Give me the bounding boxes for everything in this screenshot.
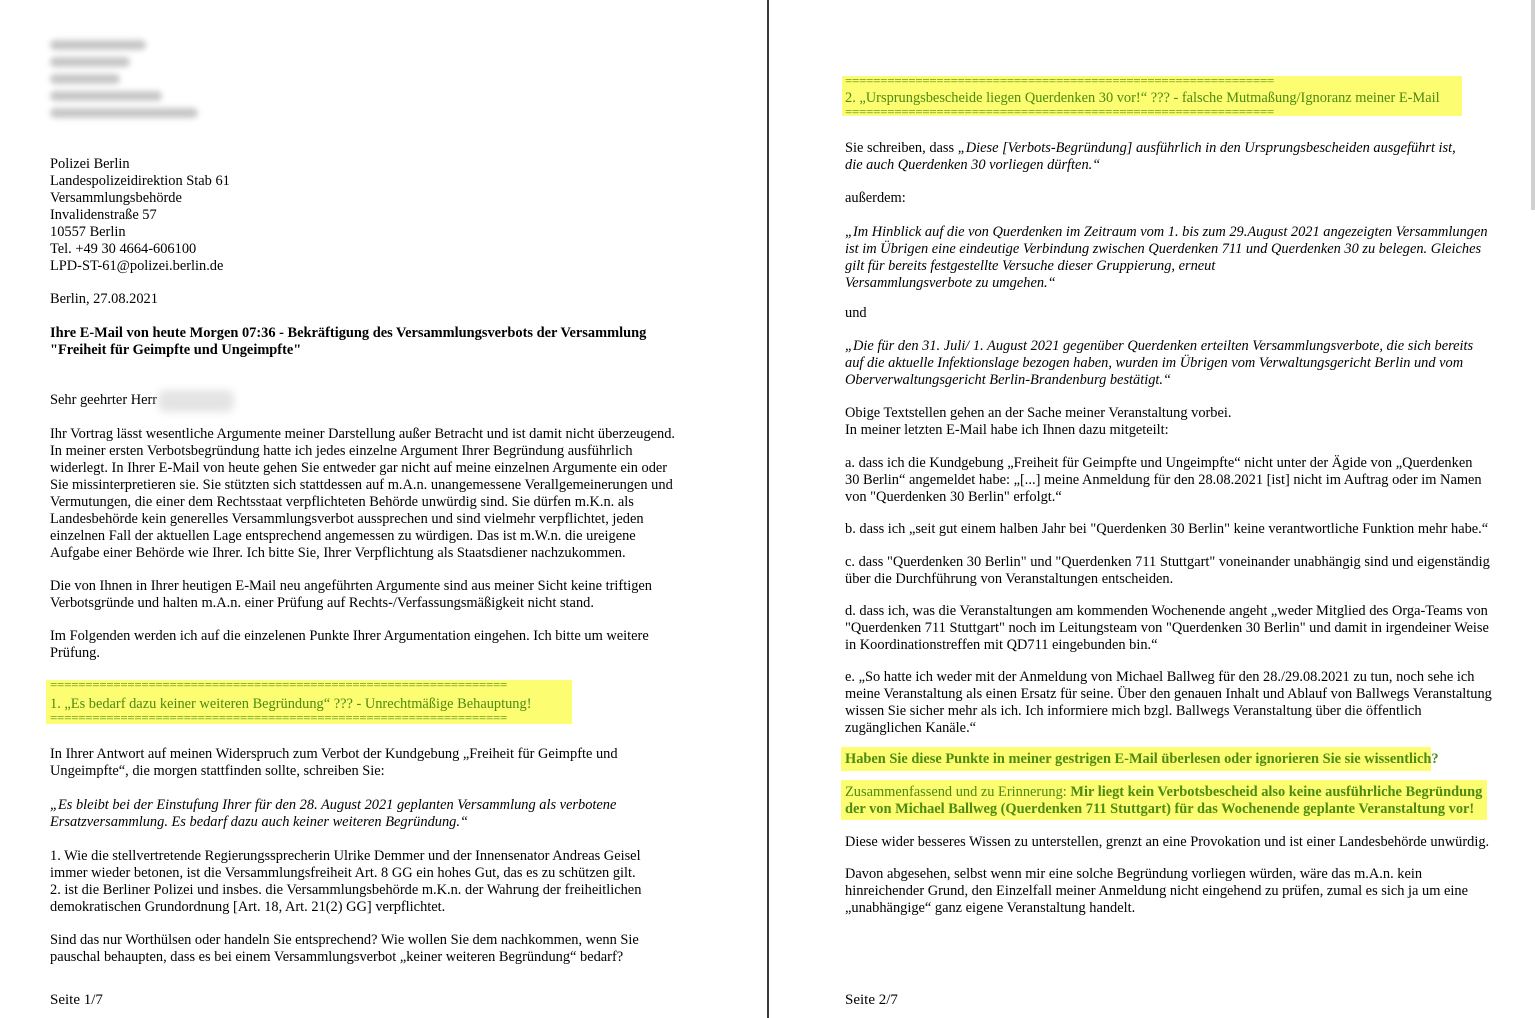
text-line: in Koordinationstreffen mit QD711 eingebunden bin.“ xyxy=(845,637,1158,653)
text-line: demokratischen Grundordnung [Art. 18, Art. 21(2) GG] verpflichtet. xyxy=(50,899,446,915)
salutation: Sehr geehrter Herr xyxy=(50,392,158,408)
text-line: 30 Berlin“ angemeldet habe: „[...] meine Anmeldung für den 28.08.2021 [ist] nicht im Auftrag oder im Namen xyxy=(845,472,1482,488)
text-line: Ihr Vortrag lässt wesentliche Argumente meiner Darstellung außer Betracht und ist damit nicht überzeugend. xyxy=(50,426,676,442)
text-line: meine Veranstaltung als einen Ersatz für seine. Über den genauen Inhalt und Ablauf von Ballwegs Veranstaltung xyxy=(845,686,1492,702)
page-number: Seite 1/7 xyxy=(50,992,103,1008)
text-line: "Querdenken 711 Stuttgart" noch im Leitungsteam von "Querdenken 30 Berlin" und damit in irgendeiner Weise xyxy=(845,620,1489,636)
text-line: Prüfung. xyxy=(50,645,100,661)
item-b: b. dass ich „seit gut einem halben Jahr bei "Querdenken 30 Berlin" keine verantwortliche Funktion mehr habe.“ xyxy=(845,521,1489,537)
intro-normal: Sie schreiben, dass xyxy=(845,140,958,156)
page-divider xyxy=(767,0,769,1018)
summary-text xyxy=(845,784,1482,818)
text-line: Sind das nur Worthülsen oder handeln Sie entsprechend? Wie wollen Sie dem nachkommen, wenn Sie xyxy=(50,932,639,948)
item-c xyxy=(845,554,1490,588)
text-line: In meiner letzten E-Mail habe ich Ihnen dazu mitgeteilt: xyxy=(845,422,1169,438)
paragraph-4 xyxy=(50,746,618,780)
summary-bold: Mir liegt kein Verbotsbescheid also keine ausführliche Begründung xyxy=(1070,784,1483,800)
sender-address-redacted xyxy=(42,34,202,126)
text-line: Verbotsgründe und halten m.A.n. einer Prüfung auf Rechts-/Verfassungsmäßigkeit nicht stand. xyxy=(50,595,594,611)
text-line xyxy=(845,784,1482,801)
quote-line: Versammlungsverbote zu umgehen.“ xyxy=(845,275,1056,291)
text-line: d. dass ich, was die Veranstaltungen am kommenden Wochenende angeht „weder Mitglied des Orga-Teams von xyxy=(845,603,1488,619)
redacted-name xyxy=(158,390,234,412)
paragraph-6 xyxy=(50,932,639,966)
separator-line: ================================================================= xyxy=(50,680,508,690)
text-line: hinreichender Grund, den Einzelfall meiner Anmeldung nicht eingehend zu prüfen, zumal es sich ja um eine xyxy=(845,883,1468,899)
text-line: Vermutungen, die einer dem Rechtsstaat verpflichteten Behörde unwürdig sind. Sie dürfen m.K.n. als xyxy=(50,494,634,510)
text-line: e. „So hatte ich weder mit der Anmeldung von Michael Ballweg für den 28./29.08.2021 zu tun, noch sehe ich xyxy=(845,669,1475,685)
quote-line: ist im Übrigen eine eindeutige Verbindung zwischen Querdenken 711 und Querdenken 30 zu belegen. Gleiches xyxy=(845,241,1482,257)
text-line: In Ihrer Antwort auf meinen Widerspruch zum Verbot der Kundgebung „Freiheit für Geimpfte und xyxy=(50,746,618,762)
heading-text: 2. „Ursprungsbescheide liegen Querdenken 30 vor!“ ??? - falsche Mutmaßung/Ignoranz meiner E-Mail xyxy=(845,90,1440,106)
paragraph-5 xyxy=(50,848,641,916)
section-heading-1 xyxy=(50,680,570,723)
subject-line: "Freiheit für Geimpfte und Ungeimpfte" xyxy=(50,342,302,358)
recipient-address xyxy=(50,156,230,275)
text-line: widerlegt. In Ihrer E-Mail von heute gehen Sie entweder gar nicht auf meine einzelnen Argumente ein oder xyxy=(50,460,668,476)
quote-2 xyxy=(845,224,1488,292)
text-line: von "Querdenken 30 Berlin" erfolgt.“ xyxy=(845,489,1062,505)
paragraph-1 xyxy=(50,426,675,562)
text-line xyxy=(845,140,1456,157)
separator-line: ============================================================= xyxy=(845,107,1274,116)
scrollbar-thumb[interactable] xyxy=(1531,0,1535,210)
item-a xyxy=(845,455,1482,506)
text-line: c. dass "Querdenken 30 Berlin" und "Querdenken 711 Stuttgart" voneinander unabhängig sind und eigenständig xyxy=(845,554,1490,570)
paragraph-2 xyxy=(50,578,652,612)
text-line: In meiner ersten Verbotsbegründung hatte ich jedes einzelne Argument Ihrer Begründung ausführlich xyxy=(50,443,633,459)
heading-text: 1. „Es bedarf dazu keiner weiteren Begründung“ ??? - Unrechtmäßige Behauptung! xyxy=(50,696,532,712)
text-line: über die Durchführung von Veranstaltungen entscheiden. xyxy=(845,571,1174,587)
recipient-line: Polizei Berlin xyxy=(50,156,130,172)
quote-1 xyxy=(50,797,616,831)
recipient-line: LPD-ST-61@polizei.berlin.de xyxy=(50,258,224,274)
document-page-1 xyxy=(0,0,767,1018)
text-line: die auch Querdenken 30 vorliegen dürften.“ xyxy=(845,157,1101,173)
text-line: Aufgabe einer Behörde wie Ihrer. Ich bitte Sie, Ihrer Verpflichtung als Staatsdiener nachzukommen. xyxy=(50,545,626,561)
separator-line: ============================================================= xyxy=(845,76,1274,85)
quote-line: auf die aktuelle Infektionslage bezogen haben, wurden im Übrigen vom Verwaltungsgericht Berlin und vom xyxy=(845,355,1464,371)
text-line: a. dass ich die Kundgebung „Freiheit für Geimpfte und Ungeimpfte“ nicht unter der Ägide von „Querdenken xyxy=(845,455,1473,471)
document-page-2 xyxy=(770,0,1535,1018)
quote-line: gilt für bereits festgestellte Versuche dieser Gruppierung, erneut xyxy=(845,258,1216,274)
intro-paragraph xyxy=(845,140,1456,174)
recipient-line: 10557 Berlin xyxy=(50,224,126,240)
text-line: einzelnen Fall der aktuellen Lage entsprechend angemessen zu würdigen. Das ist m.W.n. die ureigene xyxy=(50,528,636,544)
recipient-line: Tel. +49 30 4664-606100 xyxy=(50,241,197,257)
text-line: zugänglichen Kanäle.“ xyxy=(845,720,977,736)
quote-line: „Es bleibt bei der Einstufung Ihrer für den 28. August 2021 geplanten Versammlung als verbotene xyxy=(50,797,617,813)
paragraph-9 xyxy=(845,866,1468,917)
text-line: 1. Wie die stellvertretende Regierungssprecherin Ulrike Demmer und der Innensenator Andreas Geisel xyxy=(50,848,641,864)
text-line: wissen Sie sicher mehr als ich. Ich informiere mich bzgl. Ballwegs Veranstaltung über die öffentlich xyxy=(845,703,1422,719)
text-line: der von Michael Ballweg (Querdenken 711 Stuttgart) für das Wochenende geplante Veranstaltung vor! xyxy=(845,801,1475,817)
und-text: und xyxy=(845,305,867,321)
text-line: Ungeimpfte“, die morgen stattfinden sollte, schreiben Sie: xyxy=(50,763,385,779)
item-e xyxy=(845,669,1492,737)
quote-line: „Im Hinblick auf die von Querdenken im Zeitraum vom 1. bis zum 29.August 2021 angezeigten Versammlungen xyxy=(845,224,1488,240)
quote-line: „Die für den 31. Juli/ 1. August 2021 gegenüber Querdenken erteilten Versammlungsverbote, die sich bereits xyxy=(845,338,1474,354)
quote-line: Oberverwaltungsgericht Berlin-Brandenburg bestätigt.“ xyxy=(845,372,1172,388)
text-line: Sie missinterpretieren sie. Sie stützten sich stattdessen auf m.A.n. unangemessene Verallgemeinerungen und xyxy=(50,477,673,493)
quote-line: Ersatzversammlung. Es bedarf dazu auch keiner weiteren Begründung.“ xyxy=(50,814,468,830)
question-text: Haben Sie diese Punkte in meiner gestrigen E-Mail überlesen oder ignorieren Sie sie wissentlich? xyxy=(845,751,1439,767)
text-line: Davon abgesehen, selbst wenn mir eine solche Begründung vorliegen würden, wäre das m.A.n. kein xyxy=(845,866,1423,882)
intro-italic: „Diese [Verbots-Begründung] ausführlich in den Ursprungsbescheiden ausgeführt ist, xyxy=(957,140,1456,156)
section-heading-2 xyxy=(845,76,1459,116)
ausserdem-text: außerdem: xyxy=(845,190,906,206)
recipient-line: Versammlungsbehörde xyxy=(50,190,182,206)
summary-prefix: Zusammenfassend und zu Erinnerung: xyxy=(845,784,1071,800)
text-line: Obige Textstellen gehen an der Sache meiner Veranstaltung vorbei. xyxy=(845,405,1232,421)
separator-line: ================================================================= xyxy=(50,713,508,723)
item-d xyxy=(845,603,1489,654)
paragraph-7 xyxy=(845,405,1231,439)
text-line: pauschal behaupten, dass es bei einem Versammlungsverbot „keiner weiteren Begründung“ bedarf? xyxy=(50,949,624,965)
text-line: immer wieder betonen, ist die Versammlungsfreiheit Art. 8 GG ein hohes Gut, das es zu schützen gilt. xyxy=(50,865,636,881)
text-line: Im Folgenden werden ich auf die einzelenen Punkte Ihrer Argumentation eingehen. Ich bitte um weitere xyxy=(50,628,649,644)
subject-line: Ihre E-Mail von heute Morgen 07:36 - Bekräftigung des Versammlungsverbots der Versammlung xyxy=(50,325,647,341)
text-line: „unabhängige“ ganz eigene Veranstaltung handelt. xyxy=(845,900,1136,916)
text-line: Die von Ihnen in Ihrer heutigen E-Mail neu angeführten Argumente sind aus meiner Sicht keine triftigen xyxy=(50,578,652,594)
recipient-line: Landespolizeidirektion Stab 61 xyxy=(50,173,230,189)
letter-date: Berlin, 27.08.2021 xyxy=(50,291,158,307)
paragraph-8: Diese wider besseres Wissen zu unterstellen, grenzt an eine Provokation und ist einer Landesbehörde unwürdig. xyxy=(845,834,1490,850)
text-line: 2. ist die Berliner Polizei und insbes. die Versammlungsbehörde m.K.n. der Wahrung der freiheitlichen xyxy=(50,882,642,898)
page-number: Seite 2/7 xyxy=(845,992,898,1008)
quote-3 xyxy=(845,338,1473,389)
letter-subject xyxy=(50,325,646,359)
paragraph-3 xyxy=(50,628,649,662)
recipient-line: Invalidenstraße 57 xyxy=(50,207,157,223)
text-line: Landesbehörde kein generelles Versammlungsverbot aussprechen und sind vielmehr verpflichtet, jeden xyxy=(50,511,644,527)
